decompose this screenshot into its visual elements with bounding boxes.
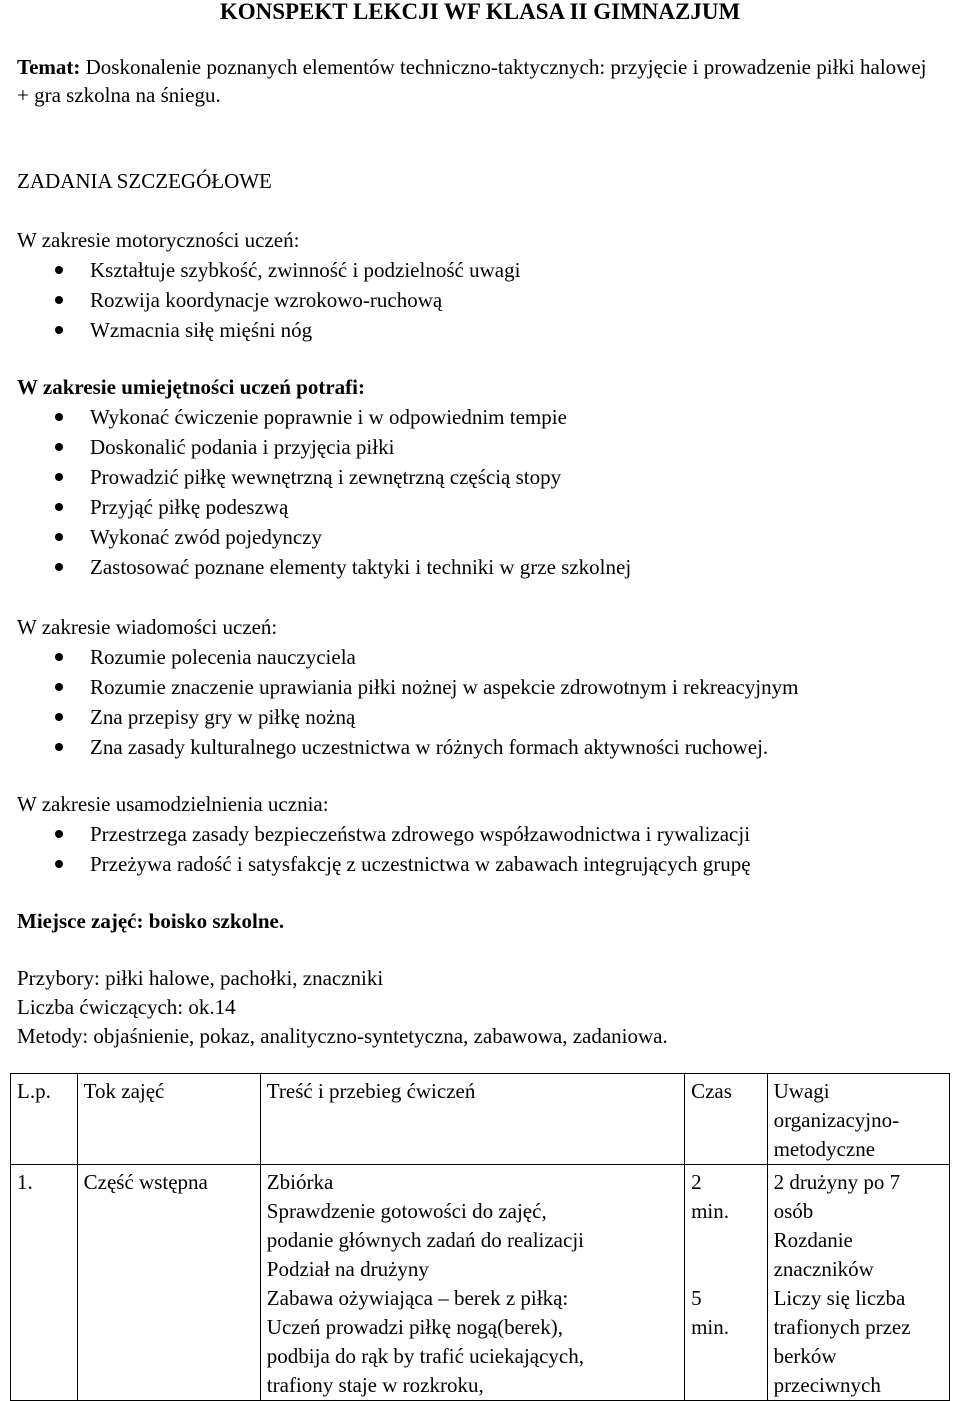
list-item: Rozumie znaczenie uprawiania piłki nożnej w aspekcie zdrowotnym i rekreacyjnym xyxy=(0,672,960,702)
bullet-icon xyxy=(55,653,63,661)
bullet-icon xyxy=(55,413,63,421)
table-row xyxy=(11,1165,950,1401)
bullet-icon xyxy=(55,266,63,274)
header-content: Treść i przebieg ćwiczeń xyxy=(260,1074,684,1165)
header-time: Czas xyxy=(685,1074,767,1165)
list-item: Przyjąć piłkę podeszwą xyxy=(0,492,960,522)
goals-heading: ZADANIA SZCZEGÓŁOWE xyxy=(17,169,272,193)
header-part: Tok zajęć xyxy=(77,1074,260,1165)
list-item: Prowadzić piłkę wewnętrzną i zewnętrzną częścią stopy xyxy=(0,462,960,492)
skills-list xyxy=(0,402,960,582)
list-item: Przeżywa radość i satysfakcję z uczestnictwa w zabawach integrujących grupę xyxy=(0,849,960,879)
list-item: Rozumie polecenia nauczyciela xyxy=(0,642,960,672)
document-title: KONSPEKT LEKCJI WF KLASA II GIMNAZJUM xyxy=(219,0,741,24)
bullet-icon xyxy=(55,713,63,721)
bullet-icon xyxy=(55,503,63,511)
bullet-icon xyxy=(55,533,63,541)
table-header-row xyxy=(11,1074,950,1165)
participants-line: Liczba ćwiczących: ok.14 xyxy=(17,995,236,1019)
methods-line: Metody: objaśnienie, pokaz, analityczno-syntetyczna, zabawowa, zadaniowa. xyxy=(17,1024,668,1048)
cell-notes: 2 drużyny po 7 osób Rozdanie znaczników Liczy się liczba trafionych przez berków przeciwnych xyxy=(767,1165,949,1401)
lesson-table xyxy=(10,1073,950,1401)
list-item: Kształtuje szybkość, zwinność i podzielność uwagi xyxy=(0,255,960,285)
header-notes: Uwagi organizacyjno- metodyczne xyxy=(767,1074,949,1165)
motor-heading: W zakresie motoryczności uczeń: xyxy=(17,228,300,252)
bullet-icon xyxy=(55,443,63,451)
bullet-icon xyxy=(55,830,63,838)
lesson-place: Miejsce zajęć: boisko szkolne. xyxy=(17,909,285,933)
list-item: Rozwija koordynacje wzrokowo-ruchową xyxy=(0,285,960,315)
list-item: Wykonać ćwiczenie poprawnie i w odpowiednim tempie xyxy=(0,402,960,432)
list-item: Przestrzega zasady bezpieczeństwa zdrowego współzawodnictwa i rywalizacji xyxy=(0,819,960,849)
bullet-icon xyxy=(55,296,63,304)
list-item: Doskonalić podania i przyjęcia piłki xyxy=(0,432,960,462)
lesson-topic xyxy=(17,53,942,109)
cell-part: Część wstępna xyxy=(77,1165,260,1401)
list-item: Zna przepisy gry w piłkę nożną xyxy=(0,702,960,732)
equipment-line: Przybory: piłki halowe, pachołki, znaczniki xyxy=(17,966,384,990)
topic-text: Doskonalenie poznanych elementów techniczno-taktycznych: przyjęcie i prowadzenie piłki halowej + gra szkolna na śniegu. xyxy=(17,55,927,107)
motor-list xyxy=(0,255,960,345)
header-lp: L.p. xyxy=(11,1074,78,1165)
bullet-icon xyxy=(55,473,63,481)
cell-time: 2 min. 5 min. xyxy=(685,1165,767,1401)
knowledge-heading: W zakresie wiadomości uczeń: xyxy=(17,615,278,639)
knowledge-list xyxy=(0,642,960,762)
bullet-icon xyxy=(55,860,63,868)
skills-heading: W zakresie umiejętności uczeń potrafi: xyxy=(17,375,365,399)
independence-list xyxy=(0,819,960,879)
bullet-icon xyxy=(55,683,63,691)
list-item: Wykonać zwód pojedynczy xyxy=(0,522,960,552)
cell-content: Zbiórka Sprawdzenie gotowości do zajęć, podanie głównych zadań do realizacji Podział na drużyny Zabawa ożywiająca – berek z piłką: Uczeń prowadzi piłkę nogą(berek), podbija do rąk by trafić uciekających, trafiony staje w rozkroku, xyxy=(260,1165,684,1401)
list-item: Wzmacnia siłę mięśni nóg xyxy=(0,315,960,345)
bullet-icon xyxy=(55,743,63,751)
cell-lp: 1. xyxy=(11,1165,78,1401)
bullet-icon xyxy=(55,563,63,571)
topic-label: Temat: xyxy=(17,55,81,79)
list-item: Zastosować poznane elementy taktyki i techniki w grze szkolnej xyxy=(0,552,960,582)
list-item: Zna zasady kulturalnego uczestnictwa w różnych formach aktywności ruchowej. xyxy=(0,732,960,762)
independence-heading: W zakresie usamodzielnienia ucznia: xyxy=(17,792,329,816)
bullet-icon xyxy=(55,326,63,334)
